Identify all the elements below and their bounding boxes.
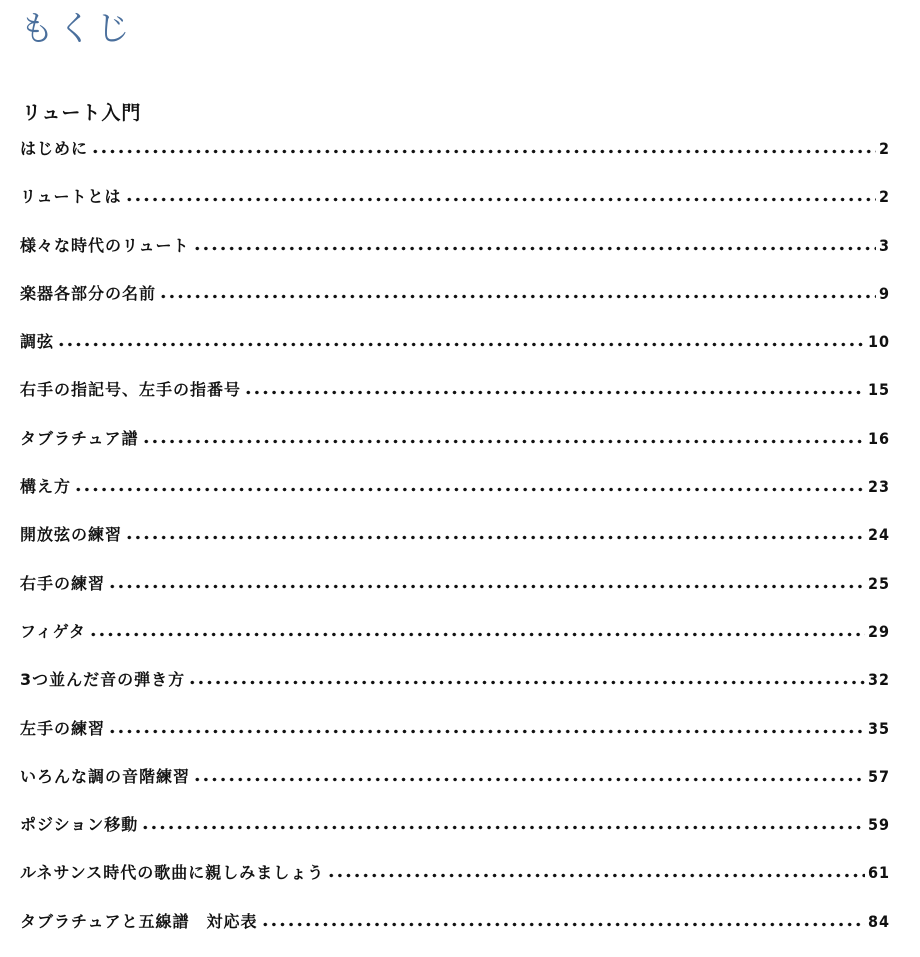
toc-entry-title: 構え方 xyxy=(20,477,72,497)
toc-entry-title: 様々な時代のリュート xyxy=(20,235,190,255)
toc-entry[interactable] xyxy=(20,667,890,715)
toc-entry-page: 84 xyxy=(867,911,890,931)
dot-leader xyxy=(89,623,865,637)
section-title: リュート入門 xyxy=(22,101,142,124)
toc-entry[interactable] xyxy=(20,619,890,667)
table-of-contents xyxy=(20,136,890,957)
toc-entry[interactable] xyxy=(20,136,890,184)
toc-entry[interactable] xyxy=(20,860,890,908)
toc-entry-page: 10 xyxy=(867,332,890,352)
dot-leader xyxy=(244,381,865,395)
dot-leader xyxy=(188,671,865,685)
toc-entry-page: 9 xyxy=(878,283,890,303)
toc-entry[interactable] xyxy=(20,716,890,764)
toc-entry-title: いろんな調の音階練習 xyxy=(20,766,191,786)
dot-leader xyxy=(74,478,865,492)
toc-entry[interactable] xyxy=(20,426,890,474)
toc-entry-title: はじめに xyxy=(20,139,89,158)
toc-entry-page: 16 xyxy=(867,428,890,448)
toc-entry-title: 3つ並んだ音の弾き方 xyxy=(20,670,186,690)
toc-entry-page: 25 xyxy=(867,573,890,593)
toc-entry-page: 2 xyxy=(878,187,890,207)
toc-entry-title: タブラチュアと五線譜 対応表 xyxy=(20,911,258,931)
toc-entry-page: 59 xyxy=(867,815,890,835)
toc-entry[interactable] xyxy=(20,764,890,812)
toc-entry-page: 61 xyxy=(867,863,890,883)
toc-entry-title: ポジション移動 xyxy=(20,815,139,835)
toc-entry-title: フィゲタ xyxy=(20,621,86,641)
toc-entry[interactable] xyxy=(20,184,890,232)
dot-leader xyxy=(142,430,865,444)
toc-entry[interactable] xyxy=(20,281,890,329)
dot-leader xyxy=(193,237,876,251)
dot-leader xyxy=(57,333,865,347)
toc-entry-page: 35 xyxy=(867,718,890,738)
page-title: もくじ xyxy=(20,8,134,49)
toc-entry-page: 3 xyxy=(878,235,890,255)
toc-entry-page: 2 xyxy=(878,139,890,158)
toc-entry-title: 右手の指記号、左手の指番号 xyxy=(20,380,242,400)
toc-entry-page: 23 xyxy=(867,477,890,497)
toc-entry[interactable] xyxy=(20,909,890,957)
toc-entry[interactable] xyxy=(20,474,890,522)
toc-entry-title: 楽器各部分の名前 xyxy=(20,283,157,303)
toc-entry[interactable] xyxy=(20,571,890,619)
dot-leader xyxy=(108,575,865,589)
toc-entry-title: 開放弦の練習 xyxy=(20,525,123,545)
dot-leader xyxy=(91,140,876,154)
toc-entry-page: 24 xyxy=(867,525,890,545)
dot-leader xyxy=(261,913,865,927)
toc-entry-page: 32 xyxy=(867,670,890,690)
toc-entry[interactable] xyxy=(20,812,890,860)
toc-entry-page: 29 xyxy=(867,621,890,641)
dot-leader xyxy=(141,816,865,830)
toc-entry-title: タブラチュア譜 xyxy=(20,428,139,448)
toc-entry-title: ルネサンス時代の歌曲に親しみましょう xyxy=(20,863,325,883)
dot-leader xyxy=(108,720,865,734)
dot-leader xyxy=(327,864,865,878)
toc-entry[interactable] xyxy=(20,329,890,377)
dot-leader xyxy=(159,285,876,299)
toc-entry[interactable] xyxy=(20,522,890,570)
toc-entry-title: 調弦 xyxy=(20,332,55,352)
toc-entry-title: 右手の練習 xyxy=(20,573,106,593)
toc-entry[interactable] xyxy=(20,233,890,281)
dot-leader xyxy=(125,188,876,202)
toc-entry-title: リュートとは xyxy=(20,187,122,207)
dot-leader xyxy=(193,768,865,782)
dot-leader xyxy=(125,526,865,540)
toc-entry-page: 57 xyxy=(867,766,890,786)
toc-entry-title: 左手の練習 xyxy=(20,718,106,738)
toc-entry[interactable] xyxy=(20,377,890,425)
toc-entry-page: 15 xyxy=(867,380,890,400)
